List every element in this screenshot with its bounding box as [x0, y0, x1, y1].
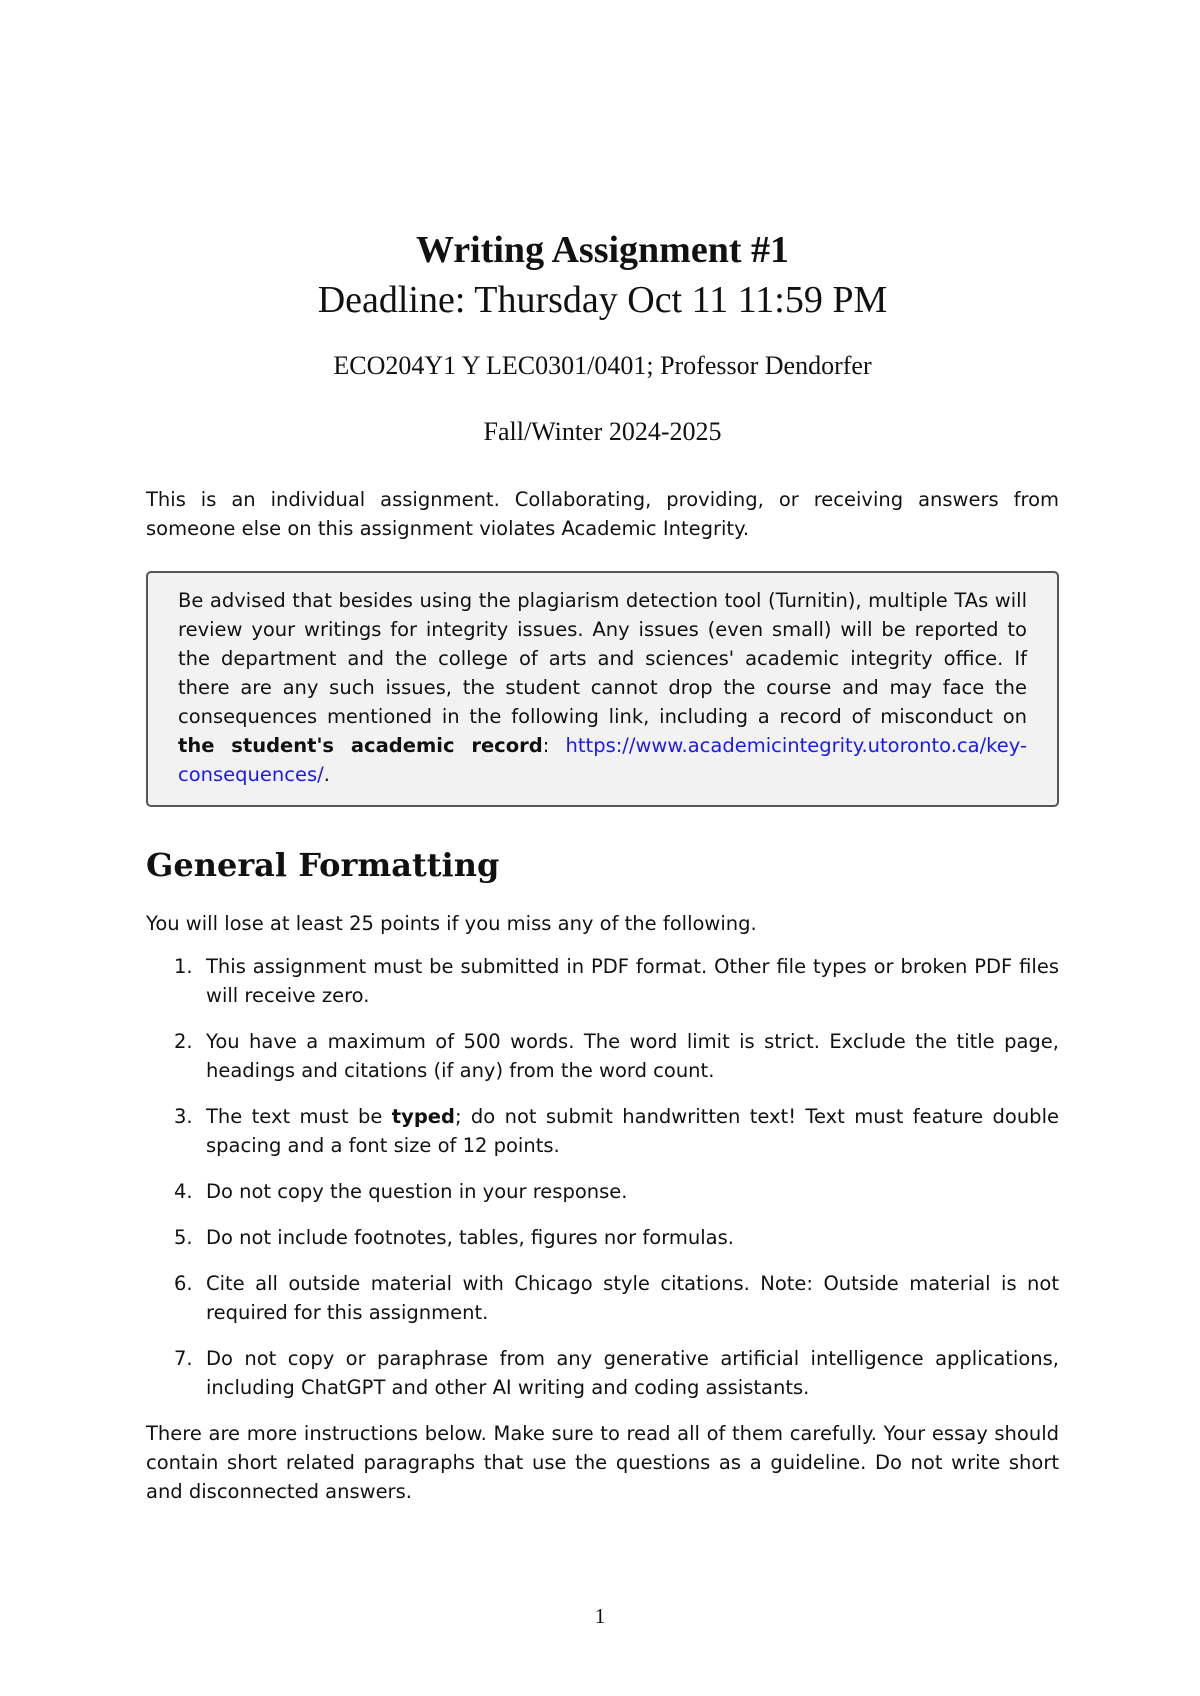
list-item-number: 1.	[174, 955, 193, 978]
notice-link-suffix: .	[323, 763, 330, 786]
formatting-rules-list	[146, 952, 1059, 1402]
course-line: ECO204Y1 Y LEC0301/0401; Professor Dendorfer	[333, 351, 872, 380]
section-lead: You will lose at least 25 points if you miss any of the following.	[146, 912, 757, 935]
notice-bold-text: the student's academic record	[178, 734, 543, 757]
list-item-number: 5.	[174, 1226, 193, 1249]
list-item	[146, 1102, 1059, 1160]
list-item	[146, 1027, 1059, 1085]
list-item-text	[206, 1344, 1059, 1402]
list-item-text	[206, 1027, 1059, 1085]
notice-text-before: Be advised that besides using the plagiarism detection tool (Turnitin), multiple TAs will review your writings for integrity issues. Any issues (even small) will be reported to the department and the college of arts and sciences' academic integrity office. If there are any such issues, the student cannot drop the course and may face the consequences mentioned in the following link, including a record of misconduct on	[178, 589, 1027, 728]
list-item-text	[206, 1223, 1059, 1252]
list-item-text-pre: You have a maximum of 500 words. The word limit is strict. Exclude the title page, headings and citations (if any) from the word count.	[206, 1030, 1059, 1082]
notice-text-after: :	[542, 734, 566, 757]
list-item	[146, 1177, 1059, 1206]
list-item-text-pre: Cite all outside material with Chicago style citations. Note: Outside material is not required for this assignment.	[206, 1272, 1059, 1324]
list-item-text-post: ; do not submit handwritten text! Text must feature double spacing and a font size of 12 points.	[206, 1105, 1059, 1157]
list-item-text-bold: typed	[391, 1105, 455, 1128]
list-item-text-pre: The text must be	[206, 1105, 392, 1128]
document-title: Writing Assignment #1	[415, 229, 789, 271]
intro-paragraph: This is an individual assignment. Collaborating, providing, or receiving answers from someone else on this assignment violates Academic Integrity.	[146, 488, 1059, 540]
section-heading: General Formatting	[146, 846, 500, 884]
page-number: 1	[594, 1604, 606, 1628]
list-item-text	[206, 1269, 1059, 1327]
integrity-notice-box	[146, 571, 1059, 807]
list-item-text-pre: This assignment must be submitted in PDF format. Other file types or broken PDF files will receive zero.	[206, 955, 1059, 1007]
list-item-text-pre: Do not copy or paraphrase from any generative artificial intelligence applications, including ChatGPT and other AI writing and coding assistants.	[206, 1347, 1059, 1399]
closing-paragraph: There are more instructions below. Make sure to read all of them carefully. Your essay should contain short related paragraphs that use the questions as a guideline. Do not write short and disconnected answers.	[146, 1422, 1059, 1503]
list-item-text	[206, 1102, 1059, 1160]
page-content	[146, 225, 1059, 1506]
list-item-text	[206, 952, 1059, 1010]
list-item	[146, 1223, 1059, 1252]
list-item	[146, 1344, 1059, 1402]
integrity-notice-text	[178, 586, 1027, 789]
list-item-number: 2.	[174, 1030, 193, 1053]
list-item	[146, 952, 1059, 1010]
list-item-number: 3.	[174, 1105, 193, 1128]
list-item-number: 4.	[174, 1180, 193, 1203]
list-item-number: 7.	[174, 1347, 193, 1370]
deadline-line: Deadline: Thursday Oct 11 11:59 PM	[317, 279, 888, 321]
term-line: Fall/Winter 2024-2025	[483, 417, 722, 446]
list-item-text-pre: Do not include footnotes, tables, figures nor formulas.	[206, 1226, 734, 1249]
list-item-number: 6.	[174, 1272, 193, 1295]
list-item-text-pre: Do not copy the question in your response.	[206, 1180, 628, 1203]
list-item-text	[206, 1177, 1059, 1206]
list-item	[146, 1269, 1059, 1327]
key-consequences-link[interactable]: https://www.academicintegrity.utoronto.ca/key-consequences/	[178, 734, 1027, 786]
